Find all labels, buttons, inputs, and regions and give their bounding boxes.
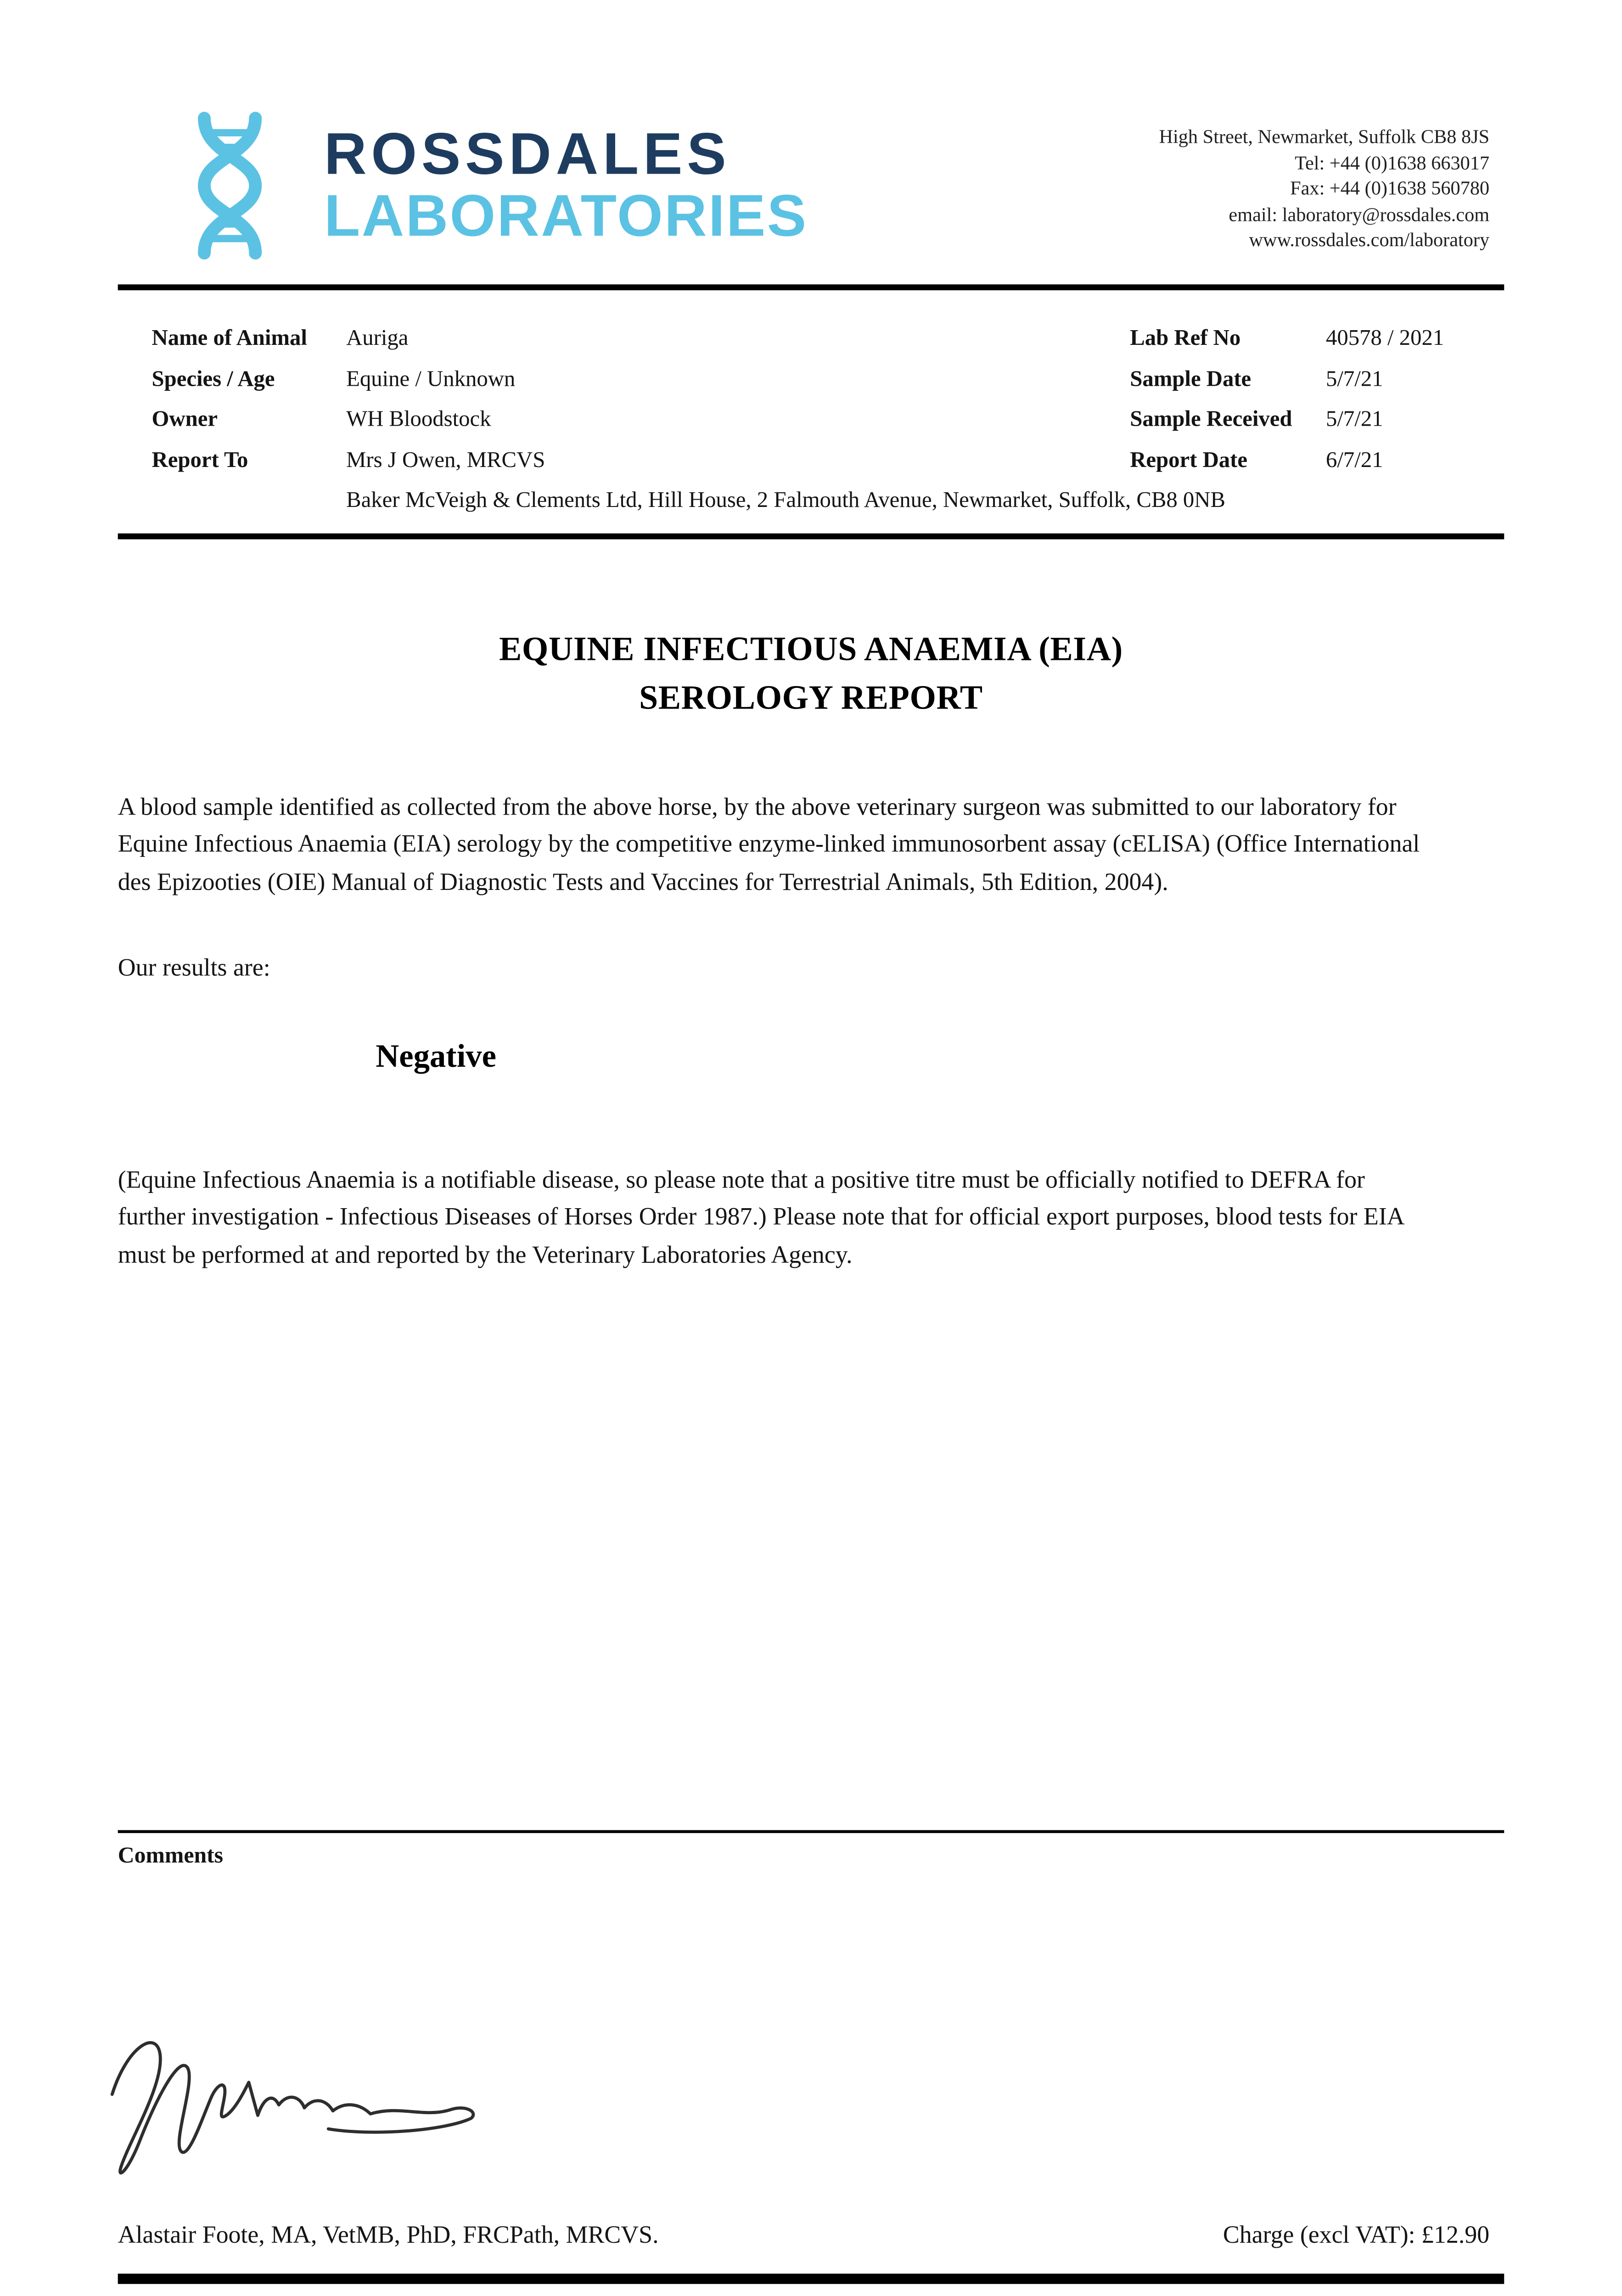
info-label-report-date: Report Date [1130, 447, 1248, 473]
info-label-name-of-animal: Name of Animal [152, 326, 307, 351]
info-label-owner: Owner [152, 406, 218, 432]
header-rule [118, 284, 1504, 290]
animal-info-table [152, 326, 1562, 488]
info-value-name-of-animal: Auriga [346, 326, 409, 351]
comments-label: Comments [118, 1843, 224, 1868]
info-value-report-to: Mrs J Owen, MRCVS [346, 447, 545, 473]
footer-bar [118, 2273, 1504, 2284]
signature-image [103, 2022, 494, 2196]
contact-website: www.rossdales.com/laboratory [1249, 229, 1490, 251]
report-to-address: Baker McVeigh & Clements Ltd, Hill House, 2 Falmouth Avenue, Newmarket, Suffolk, CB8 0NB [346, 488, 1226, 513]
signatory-name: Alastair Foote, MA, VetMB, PhD, FRCPath, MRCVS. [118, 2220, 659, 2249]
notifiable-disease-note: (Equine Infectious Anaemia is a notifiable disease, so please note that a positive titre must be officially notified to DEFRA for further investigation - Infectious Diseases of Horses Order 1987.) Please note that for official export purposes, blood tests for EIA must be performed at and reported by the Veterinary Laboratories Agency. [118, 1165, 1403, 1269]
brand-name: ROSSDALES [324, 122, 731, 187]
report-intro-paragraph: A blood sample identified as collected from the above horse, by the above veterinary surgeon was submitted to our laboratory for Equine Infectious Anaemia (EIA) serology by the competitive enzyme-linked immunosorbent assay (cELISA) (Office International des Epizooties (OIE) Manual of Diagnostic Tests and Vaccines for Terrestrial Animals, 5th Edition, 2004). [118, 793, 1420, 896]
info-row [152, 447, 1562, 488]
brand-logo [171, 109, 808, 262]
info-label-report-to: Report To [152, 447, 248, 473]
report-title-line2: SEROLOGY REPORT [639, 679, 983, 716]
info-label-sample-date: Sample Date [1130, 366, 1252, 391]
info-row [152, 366, 1562, 406]
info-label-sample-received: Sample Received [1130, 406, 1292, 432]
charge-amount: Charge (excl VAT): £12.90 [1223, 2220, 1490, 2249]
result-value: Negative [376, 1037, 496, 1075]
info-value-sample-date: 5/7/21 [1326, 366, 1383, 391]
contact-block [1159, 124, 1489, 253]
info-value-report-date: 6/7/21 [1326, 447, 1383, 473]
contact-address: High Street, Newmarket, Suffolk CB8 8JS [1159, 125, 1490, 147]
contact-tel: Tel: +44 (0)1638 663017 [1295, 151, 1490, 174]
results-label: Our results are: [118, 953, 270, 982]
brand-wordmark [324, 123, 808, 248]
info-label-species-age: Species / Age [152, 366, 275, 391]
info-value-sample-received: 5/7/21 [1326, 406, 1383, 432]
brand-subname: LABORATORIES [324, 184, 808, 249]
comments-divider [118, 1830, 1504, 1833]
dna-helix-logo-icon [171, 109, 289, 262]
contact-email: email: laboratory@rossdales.com [1229, 203, 1490, 225]
info-row [152, 326, 1562, 366]
info-label-lab-ref-no: Lab Ref No [1130, 326, 1241, 351]
info-value-species-age: Equine / Unknown [346, 366, 516, 391]
info-rule [118, 534, 1504, 540]
report-title-line1: EQUINE INFECTIOUS ANAEMIA (EIA) [499, 630, 1123, 668]
info-value-owner: WH Bloodstock [346, 406, 491, 432]
report-title [0, 625, 1622, 722]
info-row [152, 407, 1562, 447]
contact-fax: Fax: +44 (0)1638 560780 [1290, 177, 1490, 199]
info-value-lab-ref-no: 40578 / 2021 [1326, 326, 1444, 351]
